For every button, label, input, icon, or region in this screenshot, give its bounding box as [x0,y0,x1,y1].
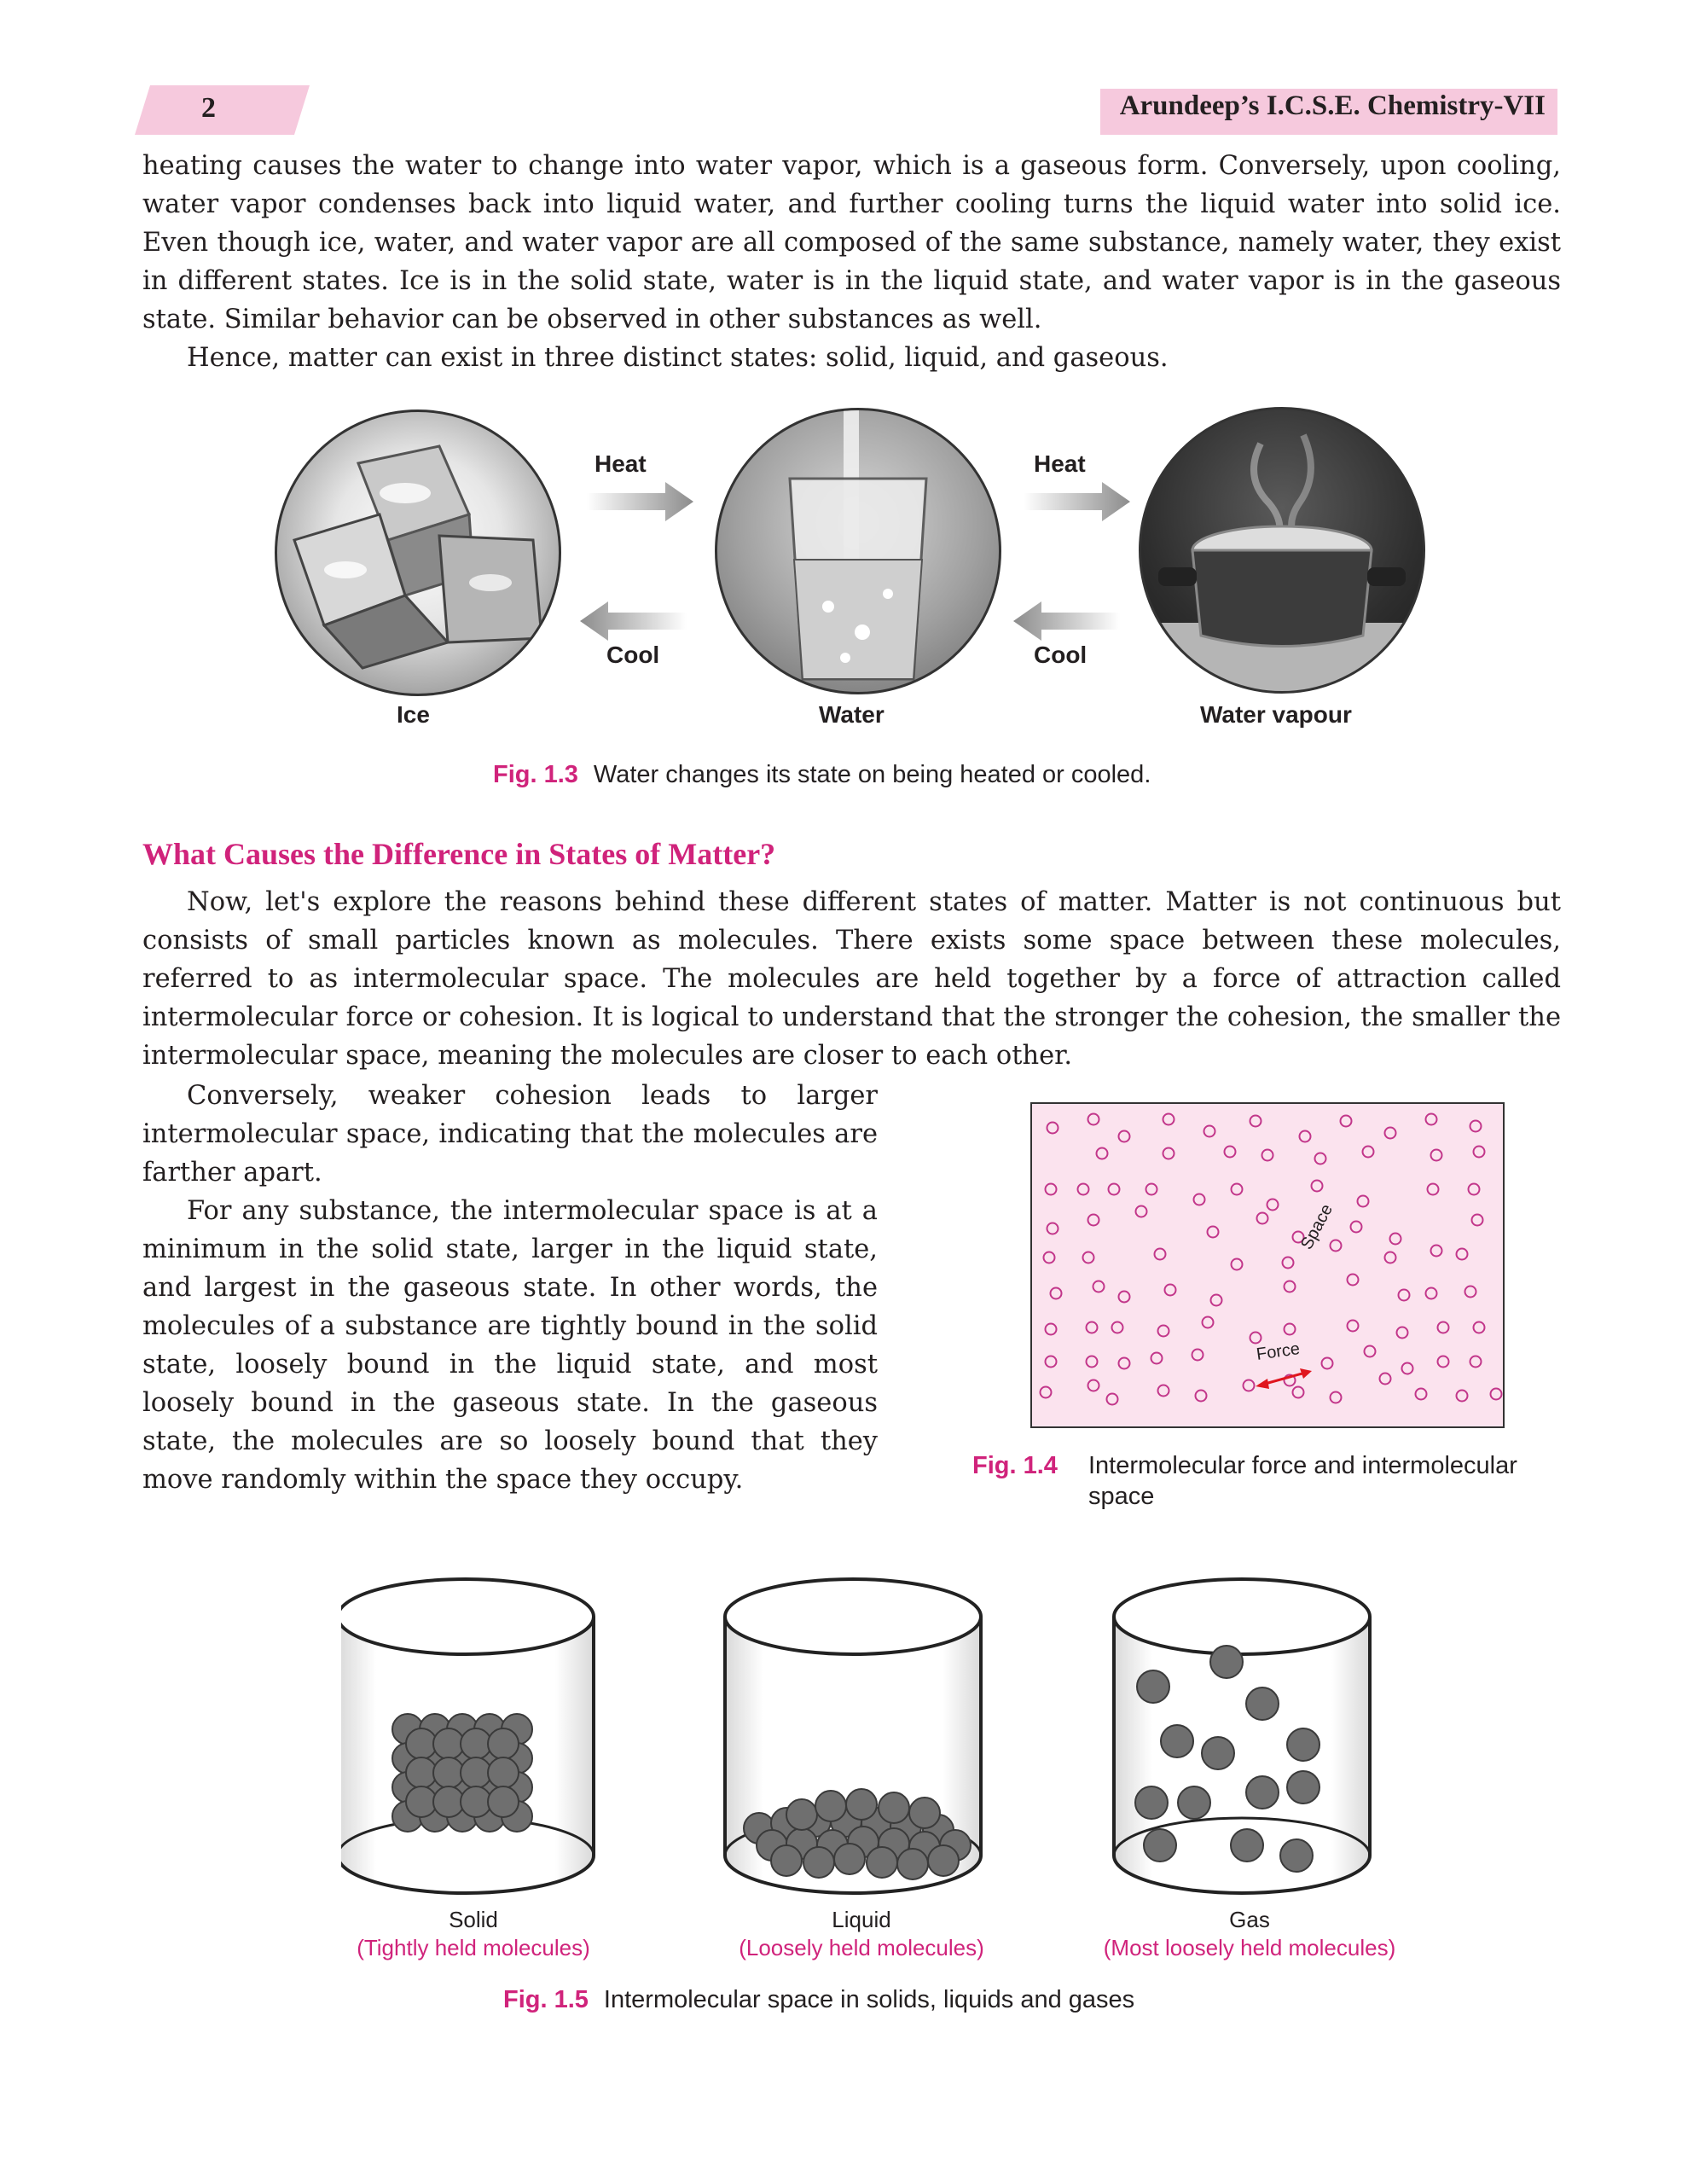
molecule [1231,1829,1263,1862]
page-number: 2 [201,92,216,124]
molecule [433,1757,464,1788]
molecule [1246,1687,1279,1720]
molecules-diagram [1032,1104,1503,1426]
molecule [1144,1829,1176,1862]
molecule-ring [1119,1292,1130,1303]
molecule-ring [1047,1223,1058,1234]
molecule-ring [1385,1128,1396,1139]
molecule-ring [1083,1252,1094,1263]
molecule-ring [1165,1285,1176,1296]
molecule [1135,1786,1168,1819]
molecule-ring [1093,1281,1105,1292]
molecule-ring [1208,1227,1219,1238]
liquid-sublabel: (Loosely held molecules) [739,1935,984,1960]
fig-1-4-text: Intermolecular force and intermolecular space [1088,1452,1517,1510]
molecule [803,1847,834,1878]
force-label: Force [1255,1339,1302,1364]
molecule-ring [1474,1147,1485,1158]
molecule-ring [1390,1234,1401,1245]
molecule-ring [1315,1153,1326,1165]
molecule-ring [1088,1114,1099,1125]
molecule [1210,1646,1243,1678]
molecule [1287,1771,1320,1804]
paragraph-weaker-cohesion: Conversely, weaker cohesion leads to larger intermolecular space, indicating that the molecules are farther apart. [142,1081,878,1188]
molecule-ring [1358,1196,1369,1207]
molecule [897,1849,928,1879]
molecule-ring [1426,1288,1437,1299]
molecule-ring [1438,1356,1449,1368]
molecule-ring [1351,1222,1362,1233]
molecule-ring [1285,1281,1296,1292]
molecule-ring [1097,1148,1108,1159]
paragraph-states-of-water: heating causes the water to change into water vapor, which is a gaseous form. Conversely, upon cooling, water vapor condenses back into liquid water, and further cooling turns the liquid water into solid ice. Even though ice, water, and water vapor are all composed of the same substance, namely water, they exist in different states. Ice is in the solid state, water is in the liquid state, and water vapor is in the gaseous state. Similar behavior can be observed in other substances as well. [142,151,1561,334]
gas-label: Gas [1229,1907,1270,1932]
water-glass-image [715,408,1001,694]
molecule-ring [1232,1184,1243,1195]
molecule-ring [1046,1356,1057,1368]
molecule-ring [1136,1206,1147,1217]
molecule [488,1728,519,1759]
molecule-ring [1203,1317,1214,1328]
ice-cubes-icon [277,412,559,694]
molecule [406,1757,437,1788]
fig-1-5-number: Fig. 1.5 [503,1986,589,2013]
molecule-ring [1232,1259,1243,1270]
molecule [1161,1725,1193,1757]
molecule-ring [1109,1184,1120,1195]
molecule [406,1786,437,1817]
molecule-ring [1119,1131,1130,1142]
molecule-ring [1363,1147,1374,1158]
molecule-ring [1267,1199,1279,1211]
molecule-ring [1078,1184,1089,1195]
molecule-ring [1397,1327,1408,1339]
molecule-ring [1047,1123,1058,1134]
molecule [879,1792,909,1823]
water-vapour-label: Water vapour [1200,701,1352,728]
molecule-ring [1365,1346,1376,1357]
molecule-ring [1431,1246,1442,1257]
molecule [846,1789,877,1820]
molecule-ring [1163,1148,1174,1159]
molecule [488,1786,519,1817]
fig-1-3-caption [493,761,1151,789]
figure-1-5-jars [341,1574,1416,1898]
molecule [1246,1776,1279,1809]
molecule [1280,1839,1313,1872]
molecule-ring [1158,1326,1169,1337]
molecule [461,1786,491,1817]
fig-1-5-caption [503,1986,1134,2014]
molecule-ring [1250,1333,1262,1344]
molecule-ring [1250,1116,1262,1127]
molecule-ring [1158,1385,1169,1397]
heat-arrow-right-2 [1024,482,1130,521]
molecule-ring [1380,1374,1391,1385]
molecule [433,1786,464,1817]
molecule-ring [1474,1322,1485,1333]
molecule [1287,1728,1320,1761]
figure-1-4-box [1030,1102,1505,1428]
molecule [834,1844,865,1874]
molecule-ring [1196,1391,1207,1402]
molecule-ring [1348,1275,1359,1286]
molecule-ring [1046,1324,1057,1335]
molecule-ring [1331,1240,1342,1252]
heat-arrow-right-1 [587,482,693,521]
fig-1-3-number: Fig. 1.3 [493,761,578,788]
molecule-ring [1438,1322,1449,1333]
fig-1-4-number: Fig. 1.4 [972,1452,1058,1479]
gas-sublabel: (Most loosely held molecules) [1103,1935,1396,1960]
molecule-ring [1293,1387,1304,1398]
molecule-ring [1426,1114,1437,1125]
cool-label-1: Cool [606,642,660,668]
molecule [433,1728,464,1759]
molecule-ring [1465,1287,1476,1298]
molecule-ring [1225,1147,1236,1158]
fig-1-5-text: Intermolecular space in solids, liquids and gases [603,1986,1135,2013]
molecule-ring [1300,1131,1311,1142]
molecule [461,1728,491,1759]
molecule [815,1791,846,1821]
molecule [1202,1737,1234,1769]
molecule-ring [1470,1121,1482,1132]
molecule-ring [1262,1150,1273,1161]
paragraph-intermolecular-space: For any substance, the intermolecular space is at a minimum in the solid state, larger in the liquid state, and largest in the gaseous state. In other words, the molecules of a substance are tightly bound in the solid state, loosely bound in the liquid state, and most loosely bound in the gaseous state. In the gaseous state, the molecules are so loosely bound that they move randomly within the space they occupy. [142,1196,878,1495]
molecule-ring [1348,1321,1359,1332]
molecule-ring [1151,1353,1163,1364]
section-heading: What Causes the Difference in States of Matter? [142,837,776,871]
molecule-ring [1088,1380,1099,1391]
paragraph-molecules: Now, let's explore the reasons behind these different states of matter. Matter is not continuous but consists of small particles known as molecules. There exists some space between these molecules, referred to as intermolecular space. The molecules are held together by a force of attraction called intermolecular force or cohesion. It is logical to understand that the stronger the cohesion, the smaller the intermolecular space, meaning the molecules are closer to each other. [142,887,1561,1071]
cool-arrow-left-1 [580,601,687,641]
molecule [1178,1786,1210,1819]
heat-label-1: Heat [594,450,647,477]
boiling-pot-image [1139,407,1425,694]
molecule-ring [1119,1358,1130,1369]
molecule-ring [1146,1184,1157,1195]
cool-arrow-left-2 [1013,601,1120,641]
paragraph-three-states: Hence, matter can exist in three distinct states: solid, liquid, and gaseous. [187,343,1169,373]
molecule-ring [1107,1394,1118,1405]
molecule [771,1845,802,1876]
book-title: Arundeep’s I.C.S.E. Chemistry-VII [1119,90,1546,121]
glass-icon [717,410,999,692]
molecule-ring [1211,1295,1222,1306]
molecule-ring [1046,1184,1057,1195]
molecule [928,1845,959,1876]
molecule-ring [1283,1258,1294,1269]
molecule [867,1847,897,1878]
molecule-ring [1470,1356,1482,1368]
pot-icon [1141,410,1423,691]
molecule-ring [1257,1213,1268,1224]
molecule [786,1799,817,1830]
molecule-ring [1087,1356,1098,1368]
molecule-ring [1051,1288,1062,1299]
molecule-ring [1087,1322,1098,1333]
molecule-ring [1163,1114,1174,1125]
molecule [488,1757,519,1788]
heat-label-2: Heat [1034,450,1086,477]
molecule-ring [1457,1249,1468,1260]
molecule-ring [1312,1181,1323,1192]
molecule-ring [1088,1215,1099,1226]
molecule [1137,1670,1169,1703]
molecule-ring [1194,1194,1205,1205]
molecule [461,1757,491,1788]
solid-label: Solid [449,1907,498,1932]
molecule-ring [1457,1391,1468,1402]
molecule [406,1728,437,1759]
molecule-ring [1331,1392,1342,1403]
molecule-ring [1399,1290,1410,1301]
molecule-ring [1428,1184,1439,1195]
molecule [909,1798,940,1828]
molecule-ring [1431,1150,1442,1161]
page-number-tab [135,85,310,135]
molecule-ring [1469,1184,1480,1195]
liquid-label: Liquid [832,1907,891,1932]
molecule-ring [1322,1358,1333,1369]
molecule-ring [1491,1389,1502,1400]
solid-sublabel: (Tightly held molecules) [357,1935,590,1960]
molecule-ring [1112,1322,1123,1333]
molecule-ring [1155,1249,1166,1260]
molecule-ring [1204,1126,1215,1137]
ice-label: Ice [397,701,430,728]
space-label: Space [1296,1200,1337,1253]
fig-1-3-text: Water changes its state on being heated or cooled. [593,761,1151,788]
molecule-ring [1041,1387,1052,1398]
water-label: Water [819,701,884,728]
molecule-ring [1044,1252,1055,1263]
ice-image [275,410,561,696]
molecule-ring [1416,1389,1427,1400]
molecule-ring [1285,1324,1296,1335]
molecule-ring [1244,1380,1255,1391]
cool-label-2: Cool [1034,642,1088,668]
molecule-ring [1472,1215,1483,1226]
molecule-ring [1192,1350,1204,1361]
molecule-ring [1402,1363,1413,1374]
molecule-ring [1341,1116,1352,1127]
molecule-ring [1385,1252,1396,1263]
force-arrow-icon [1256,1368,1312,1389]
